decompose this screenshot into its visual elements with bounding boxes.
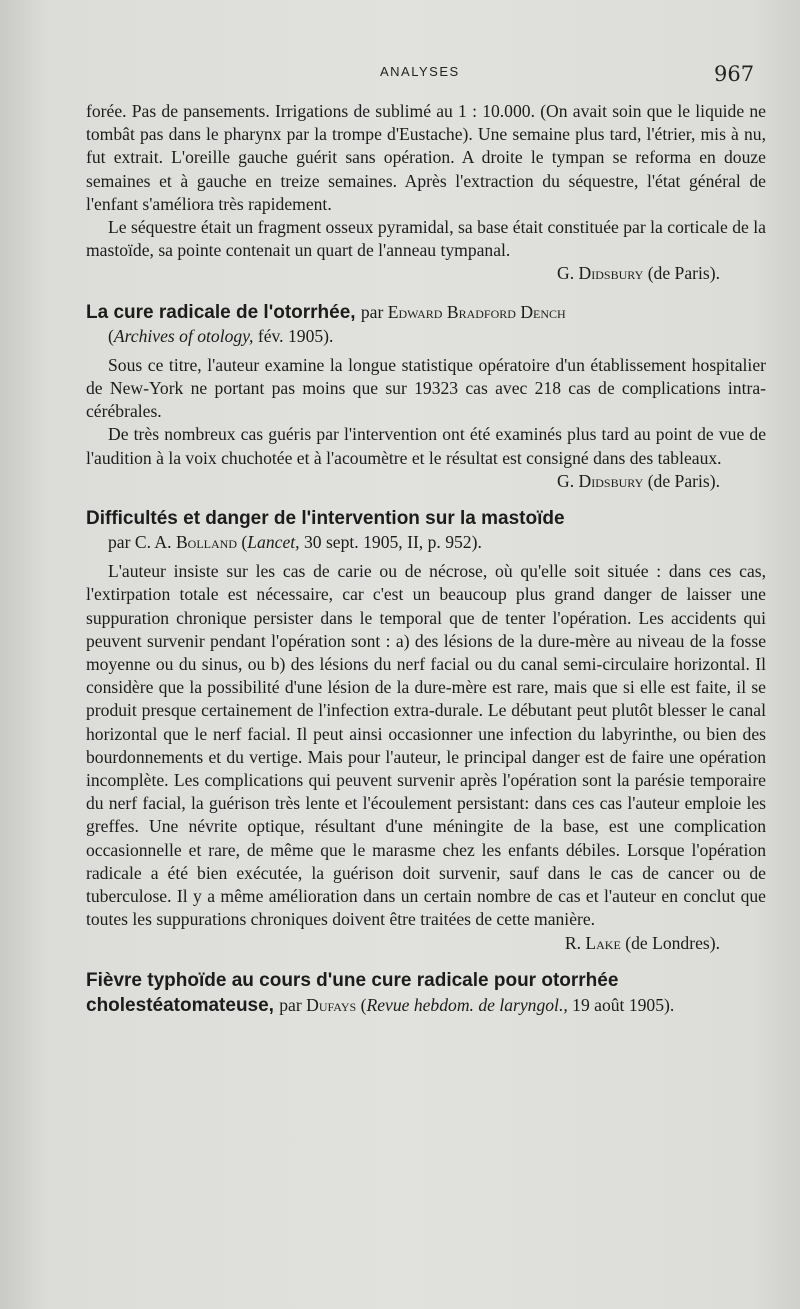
- byline-author: Dufays: [306, 994, 357, 1015]
- article-paragraph: L'auteur insiste sur les cas de carie ou de nécrose, où qu'elle soit située : dans ces cas, l'extirpation totale est nécessaire, car c'est un beaucoup plus grand danger de laisser une suppuration chronique persister dans le temporal que de tenter l'opération. Les accidents qui peuvent survenir pendant l'opération sont : a) des lésions de la dure-mère au niveau de la fosse moyenne ou du sinus, ou b) des lésions du nerf facial ou du canal semi-circulaire horizontal. Il considère que la possibilité d'une lésion de la dure-mère est rare, mais que si elle est faite, il se produit presque certainement de l'infection extra-durale. Le débutant peut plutôt blesser le canal horizontal que le nerf facial. Il peut ainsi occasionner une infection du labyrinthe, ou bien des bourdonnements et du vertige. Mais pour l'auteur, le principal danger est de faire une opération incomplète. Les complications qui peuvent survenir après l'opération sont la parésie temporaire du nerf facial, la guérison très lente et l'écoulement persistant: dans ces cas l'auteur emploie les greffes. Une névrite optique, résultant d'une méningite de la base, est une complication occasionnelle et rare, de même que le marasme chez les enfants débiles. Lorsque l'opération radicale a été bien exécutée, la guérison doit survenir, sauf dans le cas de cancer ou de tuberculose. Il y a même amélioration dans un certain nombre de cas et l'auteur en conclut que toutes les suppurations chroniques doivent être traitées de cette manière.: [86, 561, 766, 930]
- article-title: Fièvre typhoïde au cours d'une cure radicale pour otorrhée cholestéatomateuse,: [86, 969, 619, 1016]
- article-title: La cure radicale de l'otorrhée,: [86, 301, 356, 323]
- signature-place: (de Londres).: [625, 932, 720, 953]
- source-date: 19 août 1905).: [572, 994, 675, 1015]
- article-source: [108, 325, 766, 348]
- signature-name: Didsbury: [578, 263, 644, 284]
- continuation-paragraph-2: Le séquestre était un fragment osseux pyramidal, sa base était constituée par la corticale de la mastoïde, sa pointe contenait un quart de l'anneau tympanal.: [86, 217, 766, 261]
- article-paragraph: Sous ce titre, l'auteur examine la longue statistique opératoire d'un établissement hospitalier de New-York ne portant pas moins que sur 19323 cas avec 218 cas de complications intra-cérébrales.: [86, 354, 766, 422]
- article-heading-mastoide: [86, 507, 766, 531]
- signature-place: (de Paris).: [647, 470, 720, 491]
- running-head: ANALYSES: [380, 64, 460, 79]
- signature-name: Lake: [585, 932, 621, 953]
- signature-place: (de Paris).: [647, 263, 720, 284]
- article-byline: [361, 302, 566, 322]
- article-heading-fievre-typhoide: [86, 969, 766, 1018]
- signature-initial: G.: [557, 470, 575, 491]
- signature-name: Didsbury: [578, 470, 644, 491]
- article-column: [86, 100, 766, 1018]
- source-date: 30 sept. 1905, II, p. 952).: [303, 532, 482, 553]
- source-journal: Archives of otology,: [113, 325, 254, 346]
- byline-par: par: [279, 994, 302, 1015]
- page-number: 967: [714, 62, 755, 86]
- source-date: fév. 1905).: [257, 325, 334, 346]
- article-title: Difficultés et danger de l'intervention sur la mastoïde: [86, 508, 565, 530]
- article-byline: [279, 995, 674, 1015]
- byline-par: par: [360, 301, 384, 322]
- byline-author: Bolland: [175, 532, 237, 553]
- article-source: [108, 531, 766, 554]
- continuation-paragraph: forée. Pas de pansements. Irrigations de sublimé au 1 : 10.000. (On avait soin que le liquide ne tombât pas dans le pharynx par la trompe d'Eustache). Une semaine plus tard, l'étrier, mis à nu, fut extrait. L'oreille gauche guérit sans opération. A droite le tympan se reforma en douze semaines et à gauche en treize semaines. Après l'extraction du séquestre, l'état général de l'enfant s'améliora très rapidement.: [86, 101, 766, 214]
- signature-didsbury-2: [86, 470, 766, 493]
- source-paren: (: [360, 994, 367, 1015]
- byline-author: Edward Bradford Dench: [387, 301, 566, 322]
- article-heading-cure-radicale: [86, 300, 766, 325]
- signature-initial: G.: [557, 263, 575, 284]
- signature-lake: [86, 932, 766, 955]
- source-journal: Lancet,: [247, 532, 300, 553]
- source-paren: (: [241, 532, 248, 553]
- byline-par: par C. A.: [108, 532, 172, 553]
- source-paren: (: [108, 325, 114, 346]
- source-journal: Revue hebdom. de laryngol.,: [366, 994, 568, 1015]
- article-paragraph: De très nombreux cas guéris par l'intervention ont été examinés plus tard au point de vue de l'audition à la voix chuchotée et à l'acoumètre et le résultat est consigné dans des tableaux.: [86, 424, 766, 468]
- page-header: [0, 60, 800, 90]
- signature-initial: R.: [564, 932, 581, 953]
- signature-didsbury-1: [86, 262, 766, 285]
